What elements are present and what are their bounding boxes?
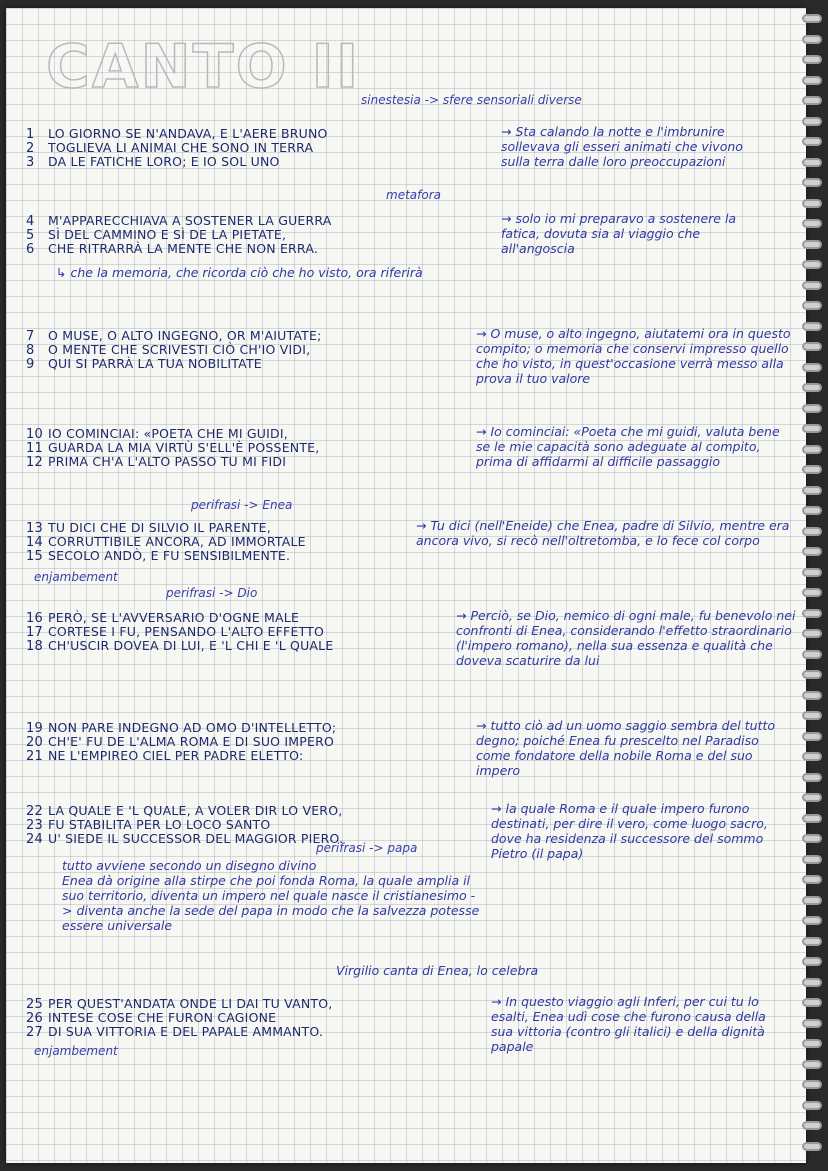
spiral-ring bbox=[802, 76, 822, 85]
verse-number: 17 bbox=[26, 625, 43, 640]
verse-line bbox=[26, 734, 476, 748]
spiral-ring bbox=[802, 834, 822, 843]
spiral-ring bbox=[802, 547, 822, 556]
verse-text: PERÒ, SE L'AVVERSARIO D'OGNE MALE bbox=[48, 610, 300, 625]
spiral-ring bbox=[802, 978, 822, 987]
arrow-icon: → bbox=[491, 801, 502, 816]
comment: ↳ che la memoria, che ricorda ciò che ho visto, ora riferirà bbox=[56, 265, 423, 280]
spiral-ring bbox=[802, 465, 822, 474]
verse-text: FU STABILITA PER LO LOCO SANTO bbox=[48, 817, 271, 832]
spiral-ring bbox=[802, 527, 822, 536]
arrow-icon: → bbox=[476, 718, 487, 733]
spiral-ring bbox=[802, 137, 822, 146]
verse-number: 23 bbox=[26, 818, 43, 833]
spiral-ring bbox=[802, 1142, 822, 1151]
verse-line bbox=[26, 624, 476, 638]
verse-number: 14 bbox=[26, 535, 43, 550]
spiral-ring bbox=[802, 732, 822, 741]
verse-line bbox=[26, 748, 476, 762]
spiral-ring bbox=[802, 752, 822, 761]
spiral-ring bbox=[802, 711, 822, 720]
verse-number: 25 bbox=[26, 997, 43, 1012]
spiral-ring bbox=[802, 1039, 822, 1048]
note-metafora: metafora bbox=[386, 188, 441, 202]
verse-line bbox=[26, 534, 476, 548]
paraphrase: → tutto ciò ad un uomo saggio sembra del tutto degno; poiché Enea fu prescelto nel Paradiso come fondatore della nobile Roma e del suo impero bbox=[476, 718, 776, 778]
spiral-ring bbox=[802, 875, 822, 884]
verse-line bbox=[26, 454, 476, 468]
verse-text: IO COMINCIAI: «POETA CHE MI GUIDI, bbox=[48, 426, 288, 441]
spiral-ring bbox=[802, 1101, 822, 1110]
verse-text: QUI SI PARRÀ LA TUA NOBILITATE bbox=[48, 356, 262, 371]
spiral-ring bbox=[802, 424, 822, 433]
spiral-ring bbox=[802, 14, 822, 23]
verse-number: 1 bbox=[26, 127, 35, 142]
spiral-ring bbox=[802, 117, 822, 126]
verse-line bbox=[26, 638, 476, 652]
spiral-ring bbox=[802, 568, 822, 577]
verse-number: 18 bbox=[26, 639, 43, 654]
verse-text: NON PARE INDEGNO AD OMO D'INTELLETTO; bbox=[48, 720, 337, 735]
verse-number: 2 bbox=[26, 141, 35, 156]
verse-text: PER QUEST'ANDATA ONDE LI DAI TU VANTO, bbox=[48, 996, 333, 1011]
verse-number: 6 bbox=[26, 242, 35, 257]
spiral-ring bbox=[802, 957, 822, 966]
verse-text: SÌ DEL CAMMINO E SÌ DE LA PIETATE, bbox=[48, 227, 287, 242]
spiral-ring bbox=[802, 260, 822, 269]
paraphrase: → la quale Roma e il quale impero furono destinati, per dire il vero, come luogo sacro, dove ha residenza il successore del sommo Pietro (il papa) bbox=[491, 801, 768, 861]
verse-line bbox=[26, 548, 476, 562]
verse-number: 21 bbox=[26, 749, 43, 764]
verse-line bbox=[26, 140, 476, 154]
verse-line bbox=[26, 342, 476, 356]
verse-line bbox=[26, 520, 476, 534]
spiral-ring bbox=[802, 199, 822, 208]
spiral-ring bbox=[802, 650, 822, 659]
verse-line bbox=[26, 213, 476, 227]
spiral-ring bbox=[802, 793, 822, 802]
verse-text: CHE RITRARRÀ LA MENTE CHE NON ERRA. bbox=[48, 241, 319, 256]
note-perifrasi-dio: perifrasi -> Dio bbox=[166, 586, 258, 600]
spiral-ring bbox=[802, 281, 822, 290]
spiral-ring bbox=[802, 322, 822, 331]
verse-line bbox=[26, 241, 476, 255]
verse-line bbox=[26, 803, 476, 817]
verse-line bbox=[26, 328, 476, 342]
spiral-ring bbox=[802, 383, 822, 392]
verse-line bbox=[26, 1024, 476, 1038]
arrow-icon: ↳ bbox=[56, 265, 67, 280]
verse-number: 10 bbox=[26, 427, 43, 442]
spiral-ring bbox=[802, 342, 822, 351]
spiral-ring bbox=[802, 506, 822, 515]
spiral-ring bbox=[802, 301, 822, 310]
verse-number: 27 bbox=[26, 1025, 43, 1040]
arrow-icon: → bbox=[501, 211, 512, 226]
spiral-ring bbox=[802, 445, 822, 454]
comment: tutto avviene secondo un disegno divino Enea dà origine alla stirpe che poi fonda Roma, la quale amplia il suo territorio, diventa un impero nel quale nasce il cristianesimo -> diventa anche la sede del papa in modo che la salvezza potesse essere universale bbox=[62, 858, 480, 933]
spiral-ring bbox=[802, 896, 822, 905]
verse-text: INTESE COSE CHE FURON CAGIONE bbox=[48, 1010, 277, 1025]
verse-text: LA QUALE E 'L QUALE, A VOLER DIR LO VERO, bbox=[48, 803, 343, 818]
verse-line bbox=[26, 126, 476, 140]
spiral-ring bbox=[802, 609, 822, 618]
verse-text: CORTESE I FU, PENSANDO L'ALTO EFFETTO bbox=[48, 624, 325, 639]
verse-text: M'APPARECCHIAVA A SOSTENER LA GUERRA bbox=[48, 213, 332, 228]
verse-text: DI SUA VITTORIA E DEL PAPALE AMMANTO. bbox=[48, 1024, 324, 1039]
spiral-ring bbox=[802, 178, 822, 187]
spiral-ring bbox=[802, 96, 822, 105]
spiral-ring bbox=[802, 219, 822, 228]
note-perifrasi-papa: perifrasi -> papa bbox=[316, 841, 418, 855]
verse-line bbox=[26, 1010, 476, 1024]
verse-text: CORRUTTIBILE ANCORA, AD IMMORTALE bbox=[48, 534, 306, 549]
spiral-ring bbox=[802, 1080, 822, 1089]
spiral-ring bbox=[802, 240, 822, 249]
spiral-ring bbox=[802, 1060, 822, 1069]
spiral-ring bbox=[802, 55, 822, 64]
spiral-ring bbox=[802, 670, 822, 679]
verse-number: 26 bbox=[26, 1011, 43, 1026]
arrow-icon: → bbox=[456, 608, 467, 623]
verse-line bbox=[26, 440, 476, 454]
verse-number: 12 bbox=[26, 455, 43, 470]
paraphrase: → Tu dici (nell'Eneide) che Enea, padre di Silvio, mentre era ancora vivo, si recò nell'oltretomba, e lo fece col corpo bbox=[416, 518, 790, 548]
verse-number: 24 bbox=[26, 832, 43, 847]
arrow-icon: → bbox=[476, 424, 487, 439]
verse-text: U' SIEDE IL SUCCESSOR DEL MAGGIOR PIERO. bbox=[48, 831, 344, 846]
verse-text: CH'USCIR DOVEA DI LUI, E 'L CHI E 'L QUALE bbox=[48, 638, 334, 653]
verse-line bbox=[26, 720, 476, 734]
note-enjambement-2: enjambement bbox=[34, 1044, 118, 1058]
spiral-ring bbox=[802, 588, 822, 597]
verse-line bbox=[26, 610, 476, 624]
verse-number: 4 bbox=[26, 214, 35, 229]
verse-number: 16 bbox=[26, 611, 43, 626]
note-perifrasi-enea: perifrasi -> Enea bbox=[191, 498, 293, 512]
verse-number: 20 bbox=[26, 735, 43, 750]
verse-number: 13 bbox=[26, 521, 43, 536]
note-virgilio: Virgilio canta di Enea, lo celebra bbox=[336, 963, 539, 978]
verse-number: 3 bbox=[26, 155, 35, 170]
spiral-ring bbox=[802, 1121, 822, 1130]
verse-text: TOGLIEVA LI ANIMAI CHE SONO IN TERRA bbox=[48, 140, 314, 155]
verse-line bbox=[26, 996, 476, 1010]
note-sinestesia: sinestesia -> sfere sensoriali diverse bbox=[361, 93, 582, 107]
arrow-icon: → bbox=[501, 124, 512, 139]
spiral-ring bbox=[802, 814, 822, 823]
spiral-ring bbox=[802, 998, 822, 1007]
arrow-icon: → bbox=[476, 326, 487, 341]
verse-number: 11 bbox=[26, 441, 43, 456]
verse-number: 7 bbox=[26, 329, 35, 344]
paraphrase: → Perciò, se Dio, nemico di ogni male, fu benevolo nei confronti di Enea, considerando l'effetto straordinario (l'impero romano), nella sua essenza e qualità che doveva scaturire da lui bbox=[456, 608, 796, 668]
note-enjambement: enjambement bbox=[34, 570, 118, 584]
spiral-ring bbox=[802, 916, 822, 925]
spiral-ring bbox=[802, 691, 822, 700]
arrow-icon: → bbox=[416, 518, 427, 533]
spiral-ring bbox=[802, 486, 822, 495]
verse-text: GUARDA LA MIA VIRTÙ S'ELL'È POSSENTE, bbox=[48, 440, 320, 455]
verse-number: 15 bbox=[26, 549, 43, 564]
spiral-ring bbox=[802, 1019, 822, 1028]
verse-text: O MENTE CHE SCRIVESTI CIÒ CH'IO VIDI, bbox=[48, 342, 311, 357]
verse-line bbox=[26, 426, 476, 440]
spiral-ring bbox=[802, 35, 822, 44]
paraphrase: → Io cominciai: «Poeta che mi guidi, valuta bene se le mie capacità sono adeguate al compito, prima di affidarmi al difficile passaggio bbox=[476, 424, 780, 469]
verse-line bbox=[26, 817, 476, 831]
verse-number: 9 bbox=[26, 357, 35, 372]
notebook-page bbox=[6, 8, 806, 1163]
verse-text: LO GIORNO SE N'ANDAVA, E L'AERE BRUNO bbox=[48, 126, 328, 141]
verse-number: 8 bbox=[26, 343, 35, 358]
verse-text: SECOLO ANDÒ, E FU SENSIBILMENTE. bbox=[48, 548, 291, 563]
verse-line bbox=[26, 154, 476, 168]
spiral-ring bbox=[802, 363, 822, 372]
arrow-icon: → bbox=[491, 994, 502, 1009]
verse-number: 22 bbox=[26, 804, 43, 819]
verse-line bbox=[26, 356, 476, 370]
verse-text: CH'E' FU DE L'ALMA ROMA E DI SUO IMPERO bbox=[48, 734, 335, 749]
spiral-ring bbox=[802, 855, 822, 864]
verse-text: DA LE FATICHE LORO; E IO SOL UNO bbox=[48, 154, 280, 169]
page-title: CANTO II bbox=[46, 32, 361, 102]
paraphrase: → Sta calando la notte e l'imbrunire sollevava gli esseri animati che vivono sulla terra dalle loro preoccupazioni bbox=[501, 124, 743, 169]
paraphrase: → O muse, o alto ingegno, aiutatemi ora in questo compito; o memoria che conservi impresso quello che ho visto, in quest'occasione verrà messo alla prova il tuo valore bbox=[476, 326, 791, 386]
verse-text: TU DICI CHE DI SILVIO IL PARENTE, bbox=[48, 520, 271, 535]
verse-text: O MUSE, O ALTO INGEGNO, OR M'AIUTATE; bbox=[48, 328, 322, 343]
spiral-ring bbox=[802, 158, 822, 167]
spiral-binding bbox=[802, 8, 826, 1163]
verse-text: PRIMA CH'A L'ALTO PASSO TU MI FIDI bbox=[48, 454, 287, 469]
verse-number: 5 bbox=[26, 228, 35, 243]
spiral-ring bbox=[802, 404, 822, 413]
paraphrase: → solo io mi preparavo a sostenere la fatica, dovuta sia al viaggio che all'angoscia bbox=[501, 211, 737, 256]
verse-line bbox=[26, 227, 476, 241]
verse-text: NE L'EMPIREO CIEL PER PADRE ELETTO: bbox=[48, 748, 304, 763]
paraphrase: → In questo viaggio agli Inferi, per cui tu lo esalti, Enea udì cose che furono causa della sua vittoria (contro gli italici) e della dignità papale bbox=[491, 994, 766, 1054]
spiral-ring bbox=[802, 773, 822, 782]
verse-number: 19 bbox=[26, 721, 43, 736]
spiral-ring bbox=[802, 629, 822, 638]
spiral-ring bbox=[802, 937, 822, 946]
